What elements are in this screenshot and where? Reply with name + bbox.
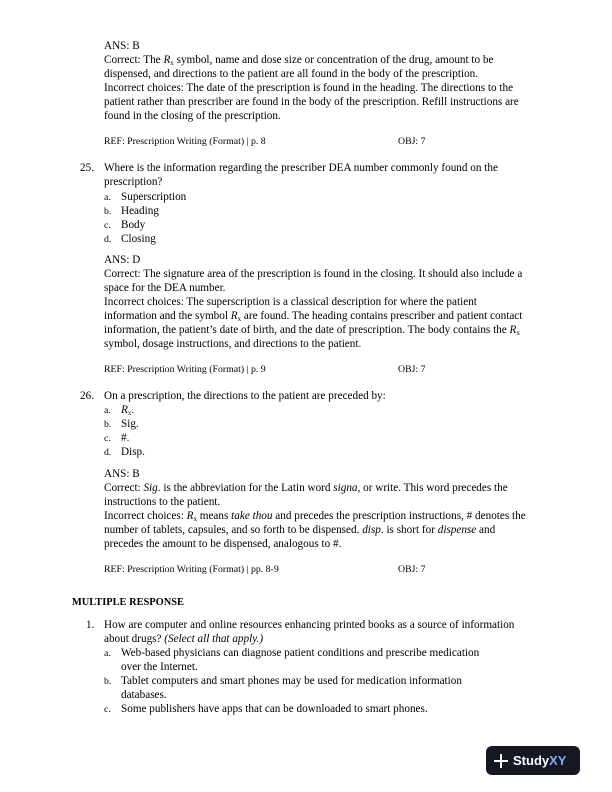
q26-incorrect-line-1: Incorrect choices: $R_x$ means take thou and precedes the prescription instructions, # denotes the — [104, 510, 526, 523]
q26-correct-line-2: instructions to the patient. — [104, 496, 221, 508]
mr1-question-line-2: about drugs? (Select all that apply.) — [104, 633, 264, 645]
section-heading: MULTIPLE RESPONSE — [72, 597, 184, 608]
q25-question-line-1: Where is the information regarding the prescriber DEA number commonly found on the — [104, 162, 498, 174]
q26-option-b: b. Sig. — [104, 418, 139, 430]
q26-number: 26. — [80, 390, 94, 402]
q26-incorrect-line-3: precedes the amount to be dispensed, analogous to #. — [104, 538, 342, 550]
q25-number: 25. — [80, 162, 94, 174]
q26-ref-row — [104, 563, 524, 577]
q24-answer-label: ANS: B — [104, 40, 140, 52]
q25-option-d: d. Closing — [104, 233, 156, 245]
q26-incorrect-line-2: number of tablets, capsules, and so forth to be dispensed. disp. is short for dispense and — [104, 524, 496, 536]
mr1-option-a: a. Web-based physicians can diagnose patient conditions and prescribe medication — [104, 647, 480, 659]
q25-correct-line-2: space for the DEA number. — [104, 282, 226, 294]
q25-correct-line-1: Correct: The signature area of the prescription is found in the closing. It should also include a — [104, 268, 523, 280]
mr1-number: 1. — [86, 619, 95, 631]
q26-question: On a prescription, the directions to the patient are preceded by: — [104, 390, 386, 402]
q25-incorrect-line-3: information, the patient’s date of birth, and the date of prescription. The body contains the $R_x$ — [104, 324, 520, 337]
q25-option-a: a. Superscription — [104, 191, 187, 203]
q25-option-c: c. Body — [104, 219, 146, 231]
q24-ref-row — [104, 135, 524, 149]
q25-ref-row — [104, 363, 524, 377]
q26-option-a: a. $R_x$. — [104, 404, 135, 417]
logo-study-text: Study — [513, 752, 550, 768]
q25-answer-label: ANS: D — [104, 254, 141, 266]
mr1-option-b-cont: databases. — [121, 689, 167, 701]
mr1-question-line-1: How are computer and online resources enhancing printed books as a source of information — [104, 619, 515, 631]
q25-incorrect-line-1: Incorrect choices: The superscription is a classical description for where the patient — [104, 296, 477, 308]
q24-incorrect-line-1: Incorrect choices: The date of the prescription is found in the heading. The directions to the — [104, 82, 514, 94]
q25-incorrect-line-2: information and the symbol $R_x$ are found. The heading contains prescriber and patient contact — [104, 310, 523, 323]
q25-option-b: b. Heading — [104, 205, 159, 217]
q24-ref: REF: Prescription Writing (Format) | p. 8 — [104, 136, 266, 147]
q25-incorrect-line-4: symbol, dosage instructions, and directions to the patient. — [104, 338, 362, 350]
q26-obj: OBJ: 7 — [398, 564, 426, 575]
mr1-option-b: b. Tablet computers and smart phones may be used for medication information — [104, 675, 462, 687]
q25-obj: OBJ: 7 — [398, 364, 426, 375]
q25-question-line-2: prescription? — [104, 176, 163, 188]
q24-incorrect-line-2: patient rather than prescriber are found in the body of the prescription. Refill instructions are — [104, 96, 519, 108]
mr1-option-a-cont: over the Internet. — [121, 661, 198, 673]
mr1-option-c: c. Some publishers have apps that can be downloaded to smart phones. — [104, 703, 428, 715]
q24-correct-line-1: Correct: The $R_x$ symbol, name and dose size or concentration of the drug, amount to be — [104, 54, 494, 67]
plus-icon — [494, 754, 508, 768]
q26-answer-label: ANS: B — [104, 468, 140, 480]
logo-xy-text: XY — [549, 752, 567, 768]
q25-ref: REF: Prescription Writing (Format) | p. 9 — [104, 364, 266, 375]
q26-correct-line-1: Correct: Sig. is the abbreviation for the Latin word signa, or write. This word precedes the — [104, 482, 508, 494]
q26-ref: REF: Prescription Writing (Format) | pp. 8-9 — [104, 564, 279, 575]
studyxy-logo — [486, 746, 580, 775]
q24-obj: OBJ: 7 — [398, 136, 426, 147]
q24-correct-line-2: dispensed, and directions to the patient are all found in the body of the prescription. — [104, 68, 479, 80]
q24-incorrect-line-3: found in the closing of the prescription. — [104, 110, 281, 122]
q26-option-d: d. Disp. — [104, 446, 145, 458]
q26-option-c: c. #. — [104, 432, 130, 444]
